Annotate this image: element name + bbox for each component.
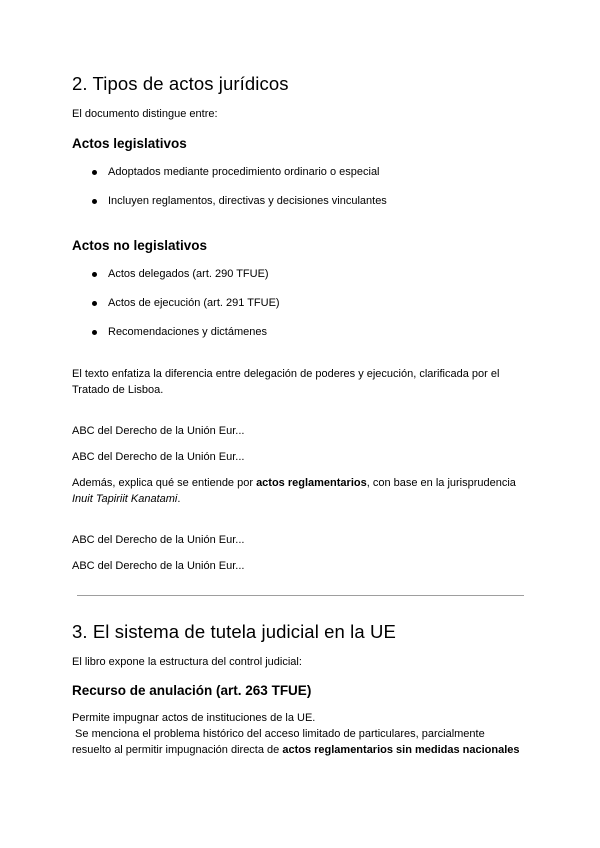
reference-link[interactable]: ABC del Derecho de la Unión Eur... — [72, 425, 245, 437]
annulment-line-3 — [72, 742, 520, 758]
reference-link[interactable]: ABC del Derecho de la Unión Eur... — [72, 560, 245, 572]
non-legislative-acts-heading: Actos no legislativos — [72, 238, 208, 253]
bullet-icon — [92, 170, 97, 175]
emphasis-line-2: Tratado de Lisboa. — [72, 384, 164, 396]
reference-link[interactable]: ABC del Derecho de la Unión Eur... — [72, 534, 245, 546]
annulment-action-heading: Recurso de anulación (art. 263 TFUE) — [72, 683, 312, 698]
legislative-item-1: Adoptados mediante procedimiento ordinario o especial — [108, 166, 380, 178]
section-3-heading: 3. El sistema de tutela judicial en la UE — [72, 621, 396, 642]
section-3-intro: El libro expone la estructura del control judicial: — [72, 656, 302, 668]
text-fragment: resuelto al permitir impugnación directa de — [72, 744, 283, 756]
annulment-line-2: Se menciona el problema histórico del acceso limitado de particulares, parcialmente — [72, 728, 485, 740]
case-name: Inuit Tapiriit Kanatami — [72, 493, 178, 505]
reference-link[interactable]: ABC del Derecho de la Unión Eur... — [72, 451, 245, 463]
bold-term: actos reglamentarios — [256, 477, 367, 489]
bullet-icon — [92, 199, 97, 204]
non-legislative-item-2: Actos de ejecución (art. 291 TFUE) — [108, 297, 280, 309]
legislative-acts-heading: Actos legislativos — [72, 136, 187, 151]
emphasis-line-1: El texto enfatiza la diferencia entre delegación de poderes y ejecución, clarificada por el — [72, 368, 500, 380]
text-fragment: . — [177, 493, 181, 505]
legislative-item-2: Incluyen reglamentos, directivas y decisiones vinculantes — [108, 195, 387, 207]
section-2-intro: El documento distingue entre: — [72, 108, 218, 120]
non-legislative-item-3: Recomendaciones y dictámenes — [108, 326, 267, 338]
bullet-icon — [92, 301, 97, 306]
text-fragment: , con base en la jurisprudencia — [366, 477, 516, 489]
annulment-line-1: Permite impugnar actos de instituciones de la UE. — [72, 712, 316, 724]
non-legislative-item-1: Actos delegados (art. 290 TFUE) — [108, 268, 269, 280]
section-2-heading: 2. Tipos de actos jurídicos — [72, 73, 289, 94]
section-divider — [77, 595, 524, 596]
text-fragment: Además, explica qué se entiende por — [72, 477, 257, 489]
bullet-icon — [92, 330, 97, 335]
regulatory-acts-line — [72, 475, 516, 491]
case-reference-line — [72, 491, 180, 507]
bold-term: actos reglamentarios sin medidas nacionales — [282, 744, 520, 756]
bullet-icon — [92, 272, 97, 277]
